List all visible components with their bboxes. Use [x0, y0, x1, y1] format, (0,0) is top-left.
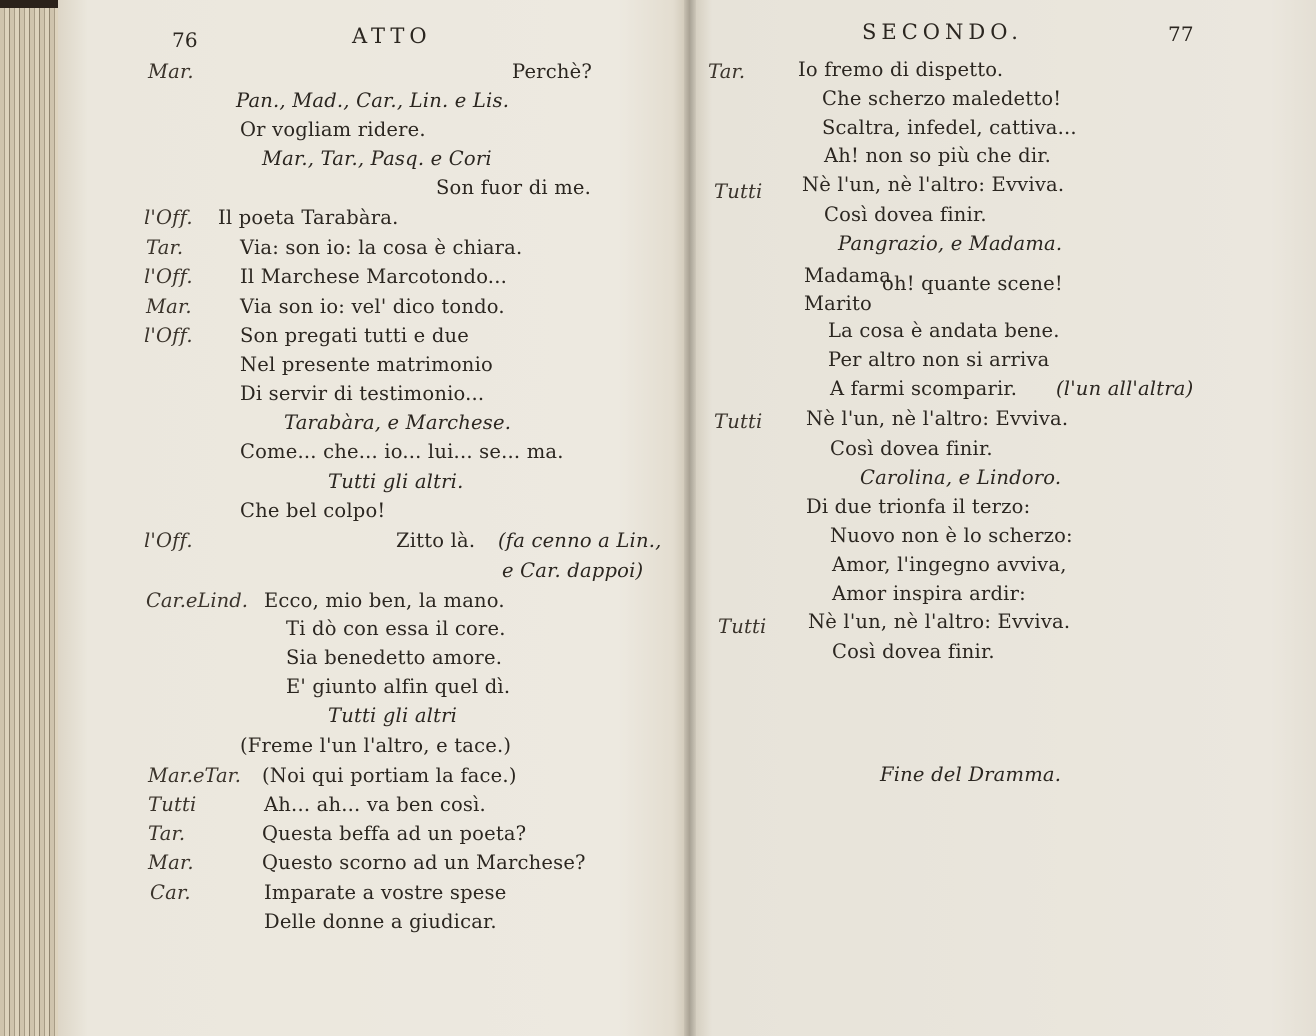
verse-line: Così dovea finir. [830, 437, 993, 460]
verse-line: Nè l'un, nè l'altro: Evviva. [808, 610, 1071, 633]
speaker: l'Off. [144, 529, 193, 552]
speaker: Tar. [708, 60, 746, 83]
verse-line: Zitto là. [396, 529, 476, 552]
verse-line: A farmi scomparir. [830, 377, 1018, 400]
speaker: Mar.eTar. [148, 764, 242, 787]
verse-line: Amor, l'ingegno avviva, [832, 553, 1067, 576]
verse-line: Perchè? [512, 60, 592, 83]
verse-line: Ecco, mio ben, la mano. [264, 589, 505, 612]
stage-direction: Pan., Mad., Car., Lin. e Lis. [236, 89, 510, 112]
verse-line: Di due trionfa il terzo: [806, 495, 1031, 518]
verse-line: Come... che... io... lui... se... ma. [240, 440, 564, 463]
stage-direction: Tutti gli altri [328, 704, 458, 727]
stage-direction: Tarabàra, e Marchese. [284, 411, 512, 434]
verse-line: Così dovea finir. [824, 203, 987, 226]
verse-line: Madama [804, 264, 892, 287]
stage-direction: Mar., Tar., Pasq. e Cori [262, 147, 492, 170]
verse-line: oh! quante scene! [882, 272, 1063, 295]
verse-line: Che bel colpo! [240, 499, 386, 522]
verse-line: Il poeta Tarabàra. [218, 206, 399, 229]
verse-line: La cosa è andata bene. [828, 319, 1060, 342]
stage-aside: e Car. dappoi) [502, 559, 644, 582]
verse-line: Nel presente matrimonio [240, 353, 493, 376]
verse-line: Delle donne a giudicar. [264, 910, 497, 933]
speaker: Tutti [148, 793, 197, 816]
verse-line: Amor inspira ardir: [832, 582, 1026, 605]
verse-line: Per altro non si arriva [828, 348, 1050, 371]
end-note: Fine del Dramma. [880, 763, 1062, 786]
running-head-right: SECONDO. [862, 20, 1023, 44]
speaker: Car.eLind. [146, 589, 248, 612]
verse-line: (Noi qui portiam la face.) [262, 764, 517, 787]
verse-line: Ti dò con essa il core. [286, 617, 506, 640]
verse-line: Via: son io: la cosa è chiara. [240, 236, 523, 259]
right-page [690, 0, 1316, 1036]
speaker: Car. [150, 881, 191, 904]
verse-line: Nuovo non è lo scherzo: [830, 524, 1073, 547]
speaker: Tar. [146, 236, 184, 259]
verse-line: Son pregati tutti e due [240, 324, 470, 347]
verse-line: Ah... ah... va ben così. [264, 793, 486, 816]
verse-line: Di servir di testimonio... [240, 382, 485, 405]
verse-line: Or vogliam ridere. [240, 118, 426, 141]
verse-line: Che scherzo maledetto! [822, 87, 1062, 110]
verse-line: Imparate a vostre spese [264, 881, 507, 904]
page-number-right: 77 [1168, 22, 1194, 46]
stage-aside: (fa cenno a Lin., [498, 529, 662, 552]
speaker: Tutti [718, 615, 767, 638]
speaker: Tutti [714, 410, 763, 433]
verse-line: Questa beffa ad un poeta? [262, 822, 527, 845]
verse-line: Nè l'un, nè l'altro: Evviva. [802, 173, 1065, 196]
speaker: Tutti [714, 180, 763, 203]
verse-line: Ah! non so più che dir. [824, 144, 1052, 167]
verse-line: E' giunto alfin quel dì. [286, 675, 511, 698]
verse-line: Il Marchese Marcotondo... [240, 265, 508, 288]
verse-line: Io fremo di dispetto. [798, 58, 1004, 81]
speaker: l'Off. [144, 265, 193, 288]
verse-line: Sia benedetto amore. [286, 646, 503, 669]
left-page [58, 0, 690, 1036]
speaker: Mar. [148, 60, 194, 83]
verse-line: Nè l'un, nè l'altro: Evviva. [806, 407, 1069, 430]
speaker: Mar. [146, 295, 192, 318]
page-number-left: 76 [172, 28, 198, 52]
verse-line: Marito [804, 292, 872, 315]
speaker: Tar. [148, 822, 186, 845]
stage-direction: Pangrazio, e Madama. [838, 232, 1063, 255]
stage-direction: Carolina, e Lindoro. [860, 466, 1062, 489]
running-head-left: ATTO [352, 24, 432, 48]
speaker: Mar. [148, 851, 194, 874]
speaker: l'Off. [144, 206, 193, 229]
speaker: l'Off. [144, 324, 193, 347]
verse-line: Via son io: vel' dico tondo. [240, 295, 505, 318]
verse-line: Questo scorno ad un Marchese? [262, 851, 586, 874]
gutter-shadow [684, 0, 696, 1036]
verse-line: (Freme l'un l'altro, e tace.) [240, 734, 512, 757]
verse-line: Così dovea finir. [832, 640, 995, 663]
stage-aside: (l'un all'altra) [1056, 377, 1194, 400]
verse-line: Scaltra, infedel, cattiva... [822, 116, 1077, 139]
verse-line: Son fuor di me. [436, 176, 592, 199]
stage-direction: Tutti gli altri. [328, 470, 464, 493]
